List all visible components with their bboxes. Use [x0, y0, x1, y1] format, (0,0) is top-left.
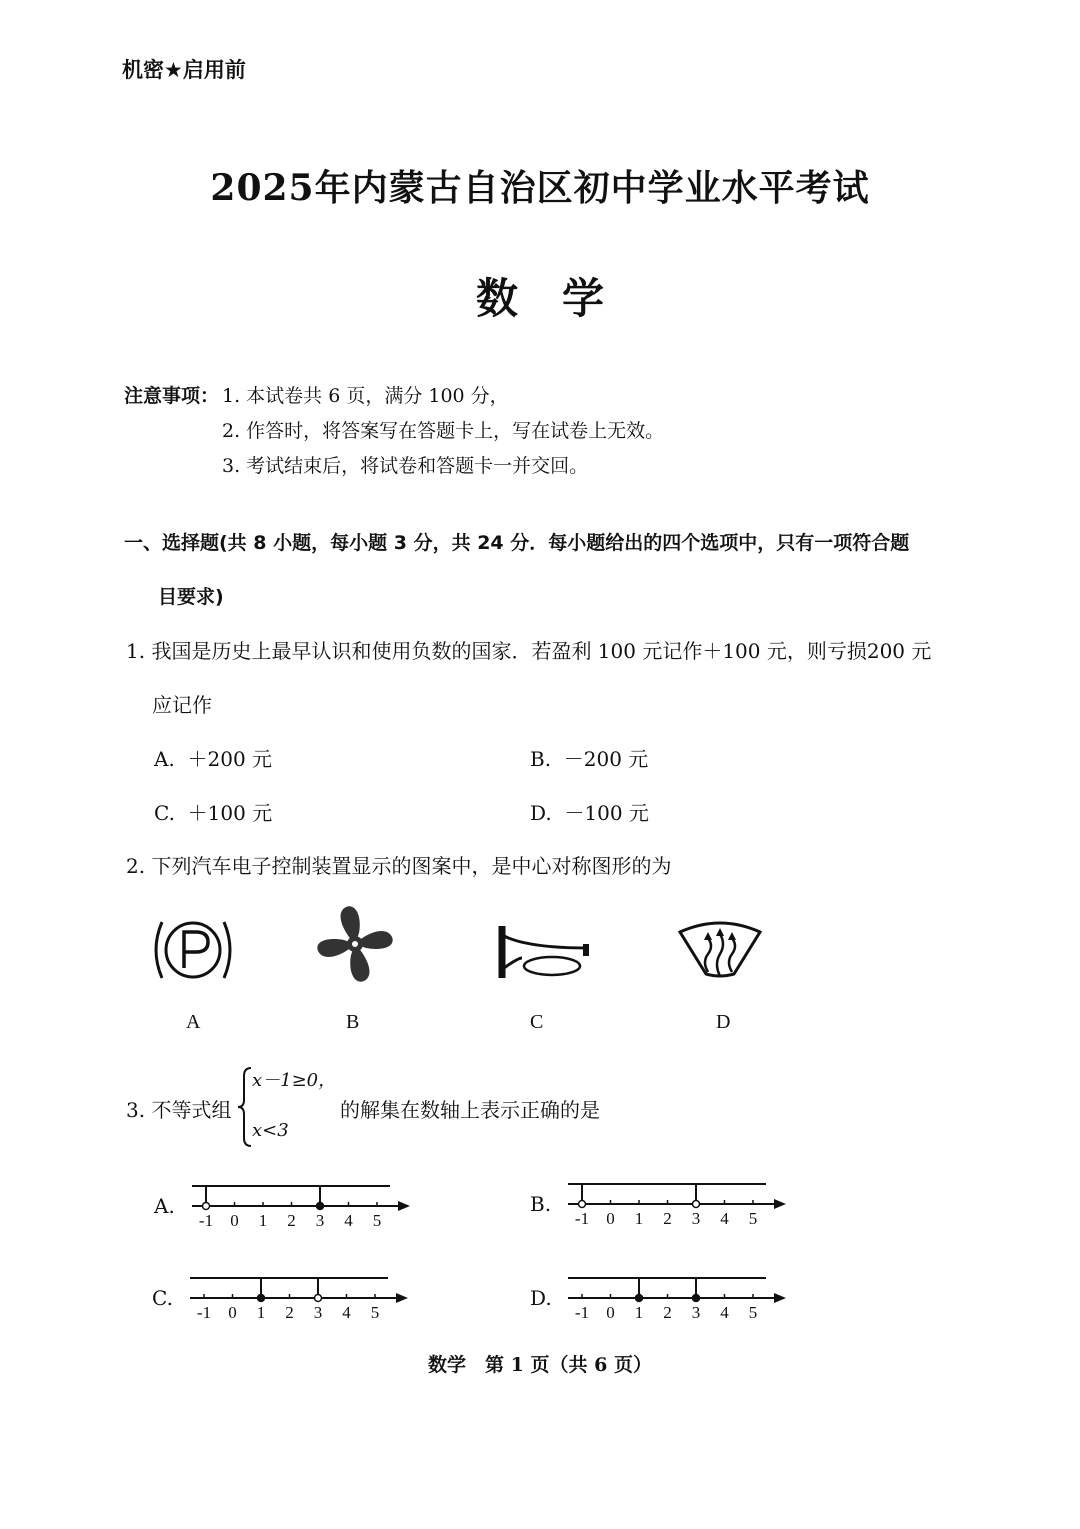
tick-label: 1: [634, 1303, 644, 1320]
interval-end-point: [317, 1203, 324, 1210]
tick-label: -1: [574, 1209, 590, 1226]
tick-label: 4: [720, 1303, 729, 1320]
tick-label: 2: [285, 1303, 294, 1320]
axis-arrow-icon: [774, 1199, 786, 1209]
tick-label: 0: [606, 1209, 615, 1226]
interval-end-point: [315, 1295, 322, 1302]
page-footer: 数学 第 1 页（共 6 页）: [428, 1354, 652, 1376]
q3-stem-suffix: 的解集在数轴上表示正确的是: [340, 1098, 600, 1122]
subject-title: 数学: [475, 274, 648, 323]
q2-figure-label-a: A: [186, 1011, 201, 1033]
section-heading-cont: 目要求): [158, 586, 224, 608]
tick-label: 4: [344, 1211, 353, 1228]
q3-option-d-letter[interactable]: D.: [530, 1286, 552, 1310]
tick-label: 2: [287, 1211, 296, 1228]
q2-figure-label-c: C: [530, 1011, 544, 1033]
interval-start-point: [258, 1295, 265, 1302]
notice-item: 1. 本试卷共 6 页，满分 100 分，: [222, 385, 509, 407]
parking-brake-icon[interactable]: [148, 910, 238, 990]
notice-label: 注意事项：: [124, 385, 220, 407]
tick-label: 0: [606, 1303, 615, 1320]
q3-inequality-1: x－1≥0，: [252, 1070, 337, 1091]
q3-option-c-letter[interactable]: C.: [152, 1286, 173, 1310]
q3-number-line-d[interactable]: [562, 1260, 792, 1320]
q2-figure-label-d: D: [716, 1011, 731, 1033]
q3-inequality-2: x<3: [252, 1120, 289, 1141]
interval-start-point: [203, 1203, 210, 1210]
notice-item: 3. 考试结束后，将试卷和答题卡一并交回。: [222, 455, 589, 477]
tick-label: -1: [574, 1303, 590, 1320]
notice-item: 2. 作答时，将答案写在答题卡上，写在试卷上无效。: [222, 420, 665, 442]
axis-arrow-icon: [398, 1201, 410, 1211]
tick-label: 3: [691, 1303, 701, 1320]
q2-stem: 2. 下列汽车电子控制装置显示的图案中，是中心对称图形的为: [126, 854, 672, 878]
tick-label: 5: [370, 1303, 380, 1320]
tick-label: 0: [228, 1303, 237, 1320]
q1-option-b[interactable]: B. －200 元: [530, 747, 649, 771]
axis-arrow-icon: [396, 1293, 408, 1303]
q3-number-line-a[interactable]: [186, 1168, 416, 1228]
tick-label: 1: [258, 1211, 268, 1228]
tick-label: -1: [196, 1303, 212, 1320]
interval-start-point: [579, 1201, 586, 1208]
tick-label: 2: [663, 1303, 672, 1320]
tick-label: -1: [198, 1211, 214, 1228]
horn-icon[interactable]: [498, 922, 594, 982]
q3-option-a-letter[interactable]: A.: [154, 1194, 175, 1218]
section-heading: 一、选择题(共 8 小题，每小题 3 分，共 24 分．每小题给出的四个选项中，只有一项符合题: [124, 532, 910, 554]
q1-stem-cont: 应记作: [152, 693, 212, 717]
interval-end-point: [693, 1201, 700, 1208]
tick-label: 5: [372, 1211, 382, 1228]
defroster-icon[interactable]: [674, 916, 766, 982]
tick-label: 4: [720, 1209, 729, 1226]
tick-label: 3: [313, 1303, 323, 1320]
tick-label: 3: [315, 1211, 325, 1228]
q3-number-line-b[interactable]: [562, 1166, 792, 1226]
tick-label: 0: [230, 1211, 239, 1228]
q3-number-line-c[interactable]: [184, 1260, 414, 1320]
interval-start-point: [636, 1295, 643, 1302]
tick-label: 4: [342, 1303, 351, 1320]
tick-label: 1: [634, 1209, 644, 1226]
tick-label: 5: [748, 1209, 758, 1226]
tick-label: 2: [663, 1209, 672, 1226]
q3-stem-prefix: 3. 不等式组: [126, 1098, 232, 1122]
tick-label: 3: [691, 1209, 701, 1226]
q1-option-c[interactable]: C. ＋100 元: [154, 801, 273, 825]
q3-option-b-letter[interactable]: B.: [530, 1192, 552, 1216]
q1-option-a[interactable]: A. ＋200 元: [154, 747, 273, 771]
q2-figure-label-b: B: [346, 1011, 360, 1033]
fan-icon[interactable]: [314, 903, 396, 985]
q1-option-d[interactable]: D. －100 元: [530, 801, 649, 825]
q1-stem: 1. 我国是历史上最早认识和使用负数的国家．若盈利 100 元记作＋100 元，则亏损200 元: [126, 639, 932, 663]
axis-arrow-icon: [774, 1293, 786, 1303]
interval-end-point: [693, 1295, 700, 1302]
exam-title: 2025年内蒙古自治区初中学业水平考试: [210, 167, 870, 209]
confidential-label: 机密★启用前: [122, 58, 246, 82]
tick-label: 1: [256, 1303, 266, 1320]
tick-label: 5: [748, 1303, 758, 1320]
